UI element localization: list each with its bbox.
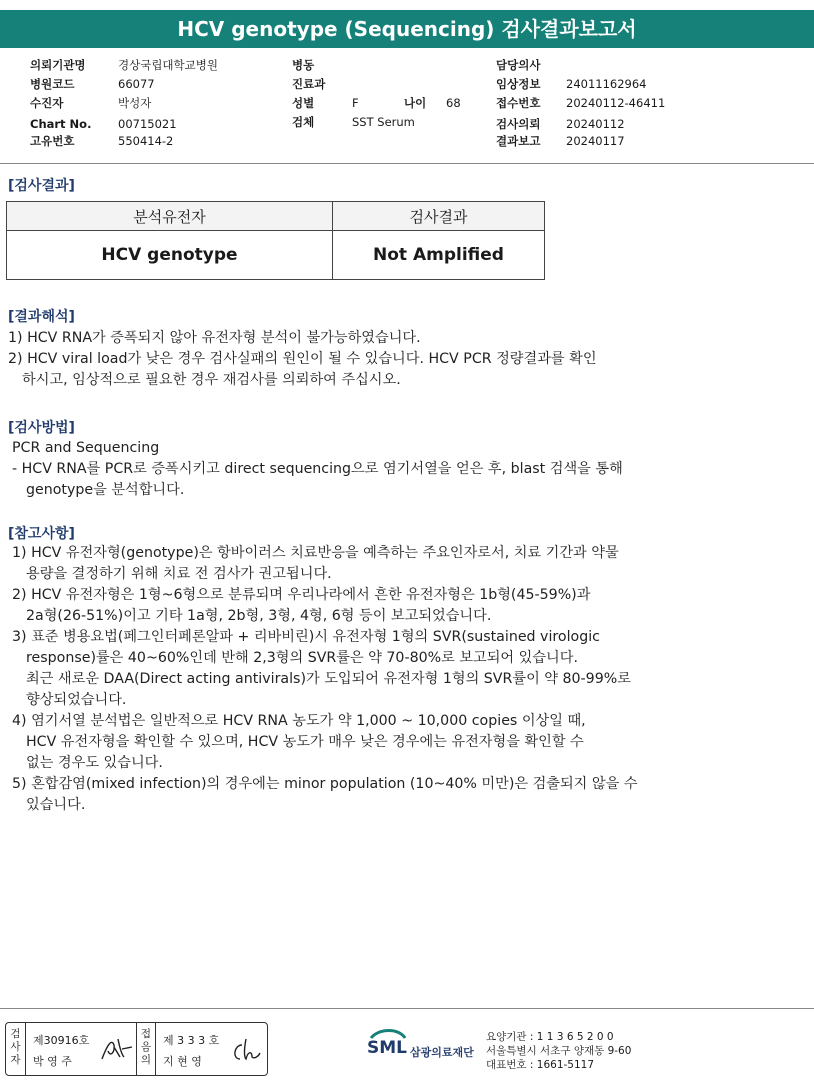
- department-label: 진료과: [292, 77, 326, 91]
- lab-phone: 대표번호 : 1661-5117: [486, 1059, 595, 1071]
- hospital-code-label: 병원코드: [30, 77, 75, 91]
- reference-line: 1) HCV 유전자형(genotype)은 항바이러스 치료반응을 예측하는 주요인자로서, 치료 기간과 약물: [12, 545, 619, 561]
- receiver-name: 지 현 영: [163, 1055, 202, 1068]
- age-label: 나이: [404, 96, 427, 110]
- reference-line: 없는 경우도 있습니다.: [26, 755, 163, 771]
- gene-column-header: 분석유전자: [7, 202, 333, 231]
- specimen-label: 검체: [292, 115, 315, 129]
- ward-label: 병동: [292, 58, 315, 72]
- clinical-info-label: 임상정보: [496, 77, 541, 91]
- inspector-license-no: 제30916호: [33, 1034, 90, 1047]
- request-date-label: 검사의뢰: [496, 117, 541, 131]
- reference-line: 용량을 결정하기 위해 치료 전 검사가 권고됩니다.: [26, 566, 332, 582]
- report-date-label: 결과보고: [496, 134, 541, 148]
- receipt-no-label: 접수번호: [496, 96, 541, 110]
- request-date-value: 20240112: [566, 117, 625, 131]
- result-header-row: [7, 202, 545, 231]
- chart-no-label: Chart No.: [30, 117, 92, 131]
- reference-line: 4) 염기서열 분석법은 일반적으로 HCV RNA 농도가 약 1,000 ~ 10,000 copies 이상일 때,: [12, 713, 586, 729]
- method-section-title: [검사방법]: [8, 420, 75, 436]
- lab-code: 요양기관 : 1 1 3 6 5 2 0 0: [486, 1031, 614, 1043]
- reference-line: 5) 혼합감염(mixed infection)의 경우에는 minor population (10~40% 미만)은 검출되지 않을 수: [12, 776, 638, 792]
- signature-box: [5, 1022, 268, 1076]
- result-table: [6, 201, 545, 280]
- gene-cell: HCV genotype: [7, 231, 333, 280]
- patient-label: 수진자: [30, 96, 64, 110]
- reference-line: 2) HCV 유전자형은 1형~6형으로 분류되며 우리나라에서 흔한 유전자형은 1b형(45-59%)과: [12, 587, 591, 603]
- specimen-value: SST Serum: [352, 115, 415, 129]
- reference-line: HCV 유전자형을 확인할 수 있으며, HCV 농도가 매우 낮은 경우에는 유전자형을 확인할 수: [26, 734, 584, 750]
- method-line: PCR and Sequencing: [12, 440, 160, 456]
- institution-value: 경상국립대학교병원: [118, 58, 218, 72]
- receiver-license-no: 제 3 3 3 호: [163, 1034, 220, 1047]
- age-value: 68: [446, 96, 461, 110]
- reference-section-title: [참고사항]: [8, 526, 75, 542]
- receiver-signature-icon: [228, 1035, 264, 1067]
- hospital-code-value: 66077: [118, 77, 155, 91]
- reference-line: 최근 새로운 DAA(Direct acting antivirals)가 도입되어 유전자형 1형의 SVR률이 약 80-99%로: [26, 671, 631, 687]
- patient-value: 박성자: [118, 96, 152, 110]
- result-section-title: [검사결과]: [8, 178, 75, 194]
- interpretation-line: 1) HCV RNA가 증폭되지 않아 유전자형 분석이 불가능하였습니다.: [8, 330, 421, 346]
- result-cell: Not Amplified: [333, 231, 545, 280]
- report-date-value: 20240117: [566, 134, 625, 148]
- unique-no-label: 고유번호: [30, 134, 75, 148]
- interpretation-text: [8, 328, 597, 391]
- interpretation-line: 하시고, 임상적으로 필요한 경우 재검사를 의뢰하여 주십시오.: [22, 372, 401, 388]
- chart-no-value: 00715021: [118, 117, 177, 131]
- method-text: [12, 438, 623, 501]
- sml-logo-text: SML: [367, 1038, 407, 1058]
- clinical-info-value: 24011162964: [566, 77, 647, 91]
- interpretation-section-title: [결과해석]: [8, 309, 75, 325]
- reference-line: 향상되었습니다.: [26, 692, 127, 708]
- inspector-name: 박 영 주: [33, 1055, 72, 1068]
- sex-value: F: [352, 96, 359, 110]
- receipt-no-value: 20240112-46411: [566, 96, 666, 110]
- institution-label: 의뢰기관명: [30, 58, 86, 72]
- footer-divider: [0, 1008, 814, 1009]
- foundation-name: 삼광의료재단: [410, 1046, 474, 1059]
- header-divider: [0, 163, 814, 164]
- inspector-label: 검사자: [6, 1023, 26, 1075]
- result-column-header: 검사결과: [333, 202, 545, 231]
- reference-line: 있습니다.: [26, 797, 86, 813]
- physician-label: 담당의사: [496, 58, 541, 72]
- method-line: genotype을 분석합니다.: [26, 482, 185, 498]
- method-line: - HCV RNA를 PCR로 증폭시키고 direct sequencing으로 염기서열을 얻은 후, blast 검색을 통해: [12, 461, 623, 477]
- interpretation-line: 2) HCV viral load가 낮은 경우 검사실패의 원인이 될 수 있습니다. HCV PCR 정량결과를 확인: [8, 351, 597, 367]
- report-title: HCV genotype (Sequencing) 검사결과보고서: [0, 10, 814, 48]
- inspector-signature-icon: [98, 1035, 134, 1065]
- sex-label: 성별: [292, 96, 315, 110]
- reference-text: [12, 543, 638, 816]
- receiver-label: 접음의: [136, 1023, 156, 1075]
- lab-address: 서울특별시 서초구 양재동 9-60: [486, 1045, 632, 1057]
- reference-line: 3) 표준 병용요법(페그인터페론알파 + 리바비린)시 유전자형 1형의 SVR(sustained virologic: [12, 629, 600, 645]
- table-row: [7, 231, 545, 280]
- reference-line: 2a형(26-51%)이고 기타 1a형, 2b형, 3형, 4형, 6형 등이 보고되었습니다.: [26, 608, 492, 624]
- reference-line: response)률은 40~60%인데 반해 2,3형의 SVR률은 약 70-80%로 보고되어 있습니다.: [26, 650, 578, 666]
- unique-no-value: 550414-2: [118, 134, 174, 148]
- lab-info: [486, 1030, 631, 1072]
